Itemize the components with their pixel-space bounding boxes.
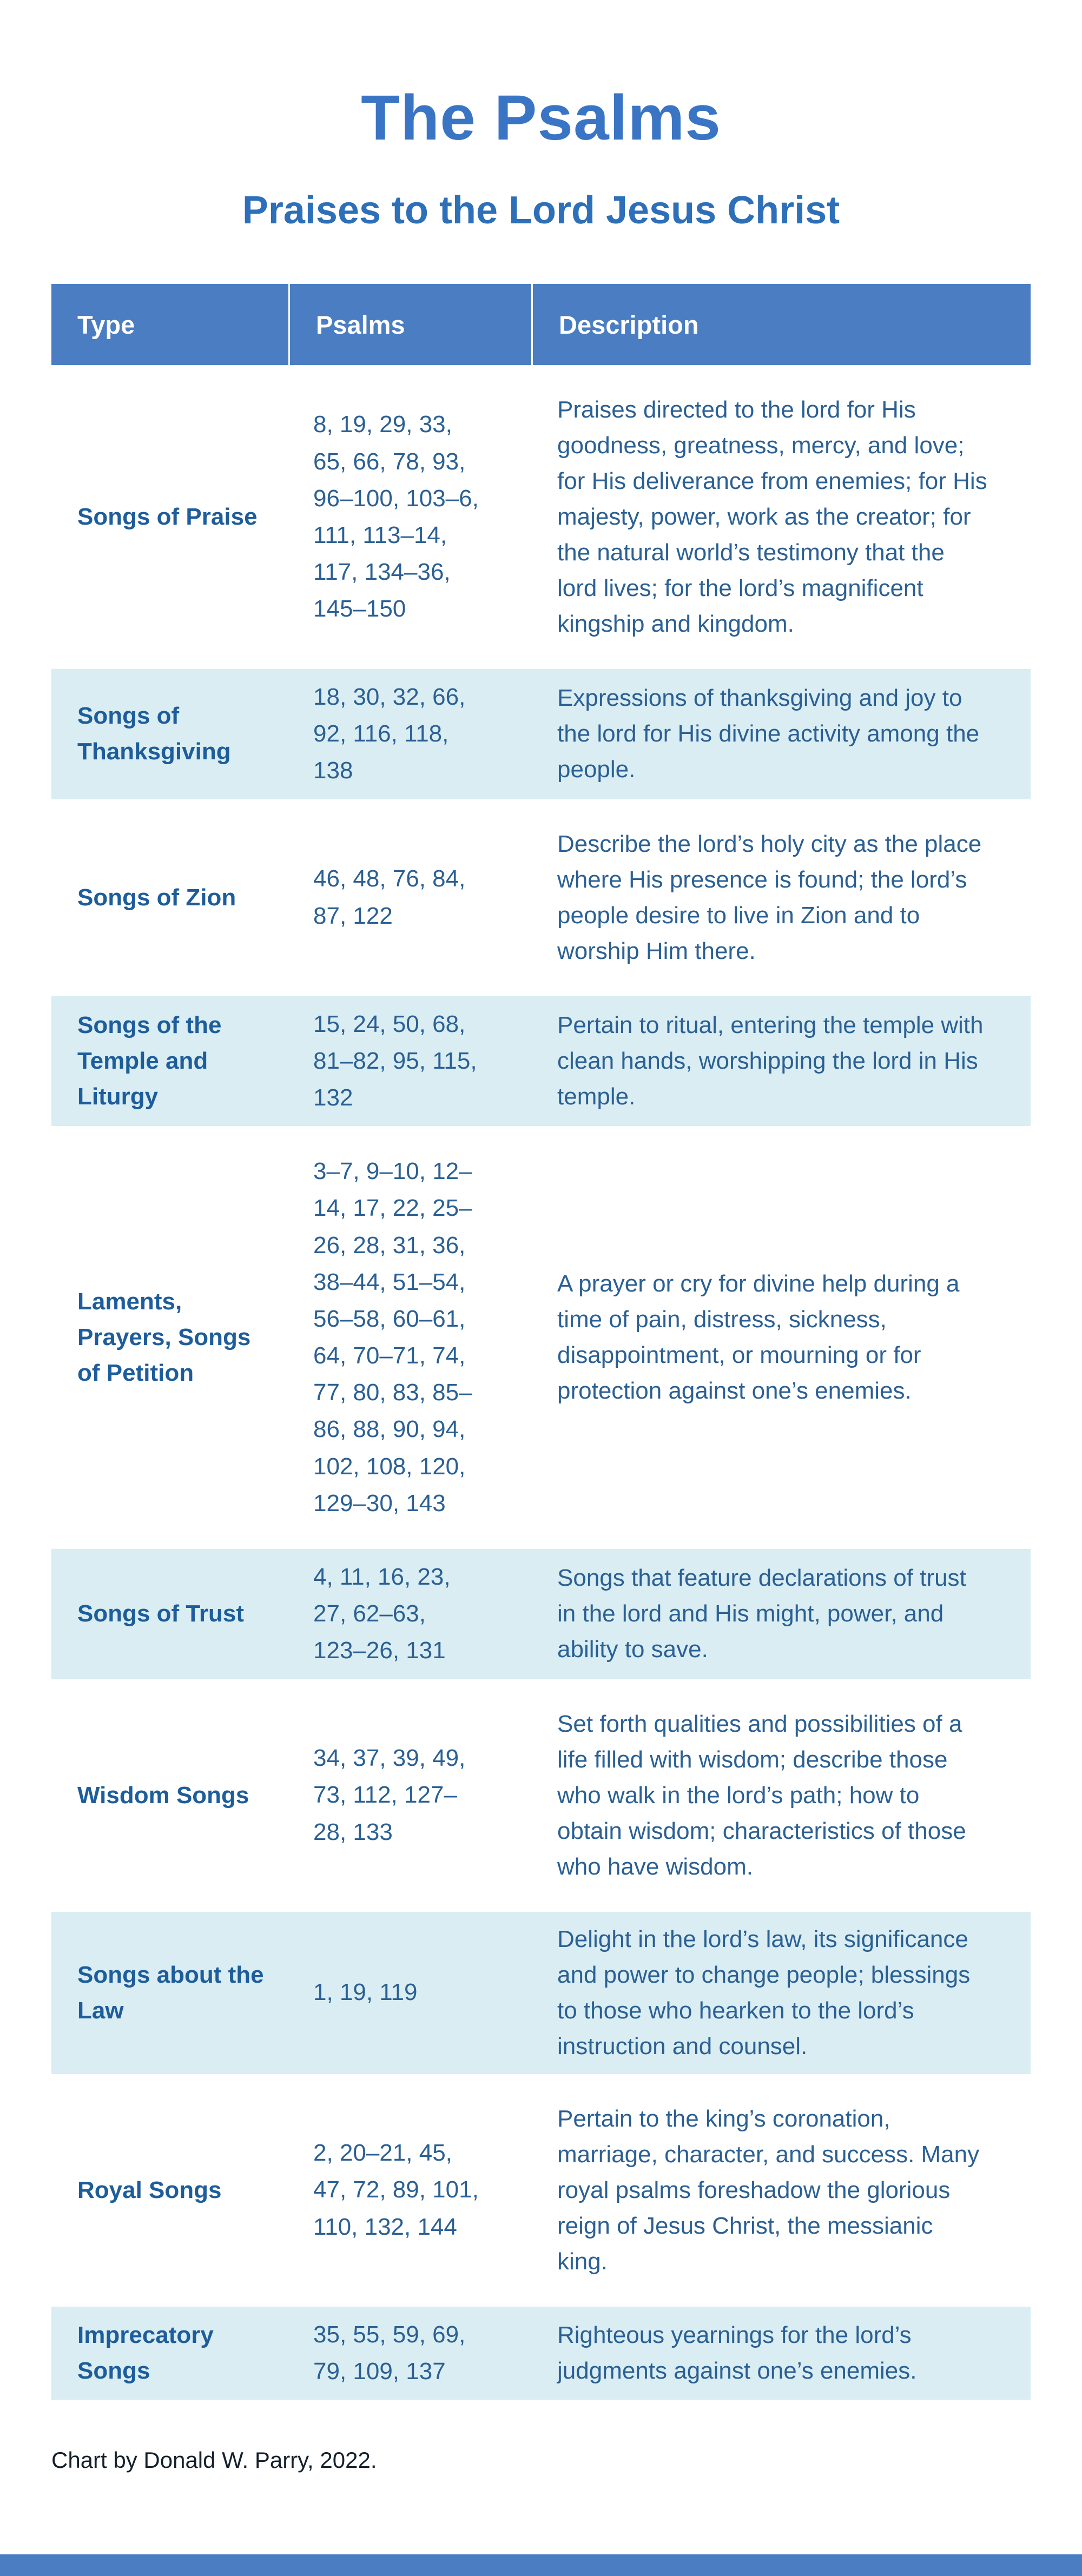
header-psalms: Psalms [288,284,531,365]
type-cell: Wisdom Songs [77,1782,249,1809]
description-cell: Set forth qualities and possibilities of a life filled with wisdom; describe those who walk in the lord’s path; how to obtain wisdom; characteristics of those who have wisdom. [557,1710,966,1880]
description-cell: Describe the lord’s holy city as the place where His presence is found; the lord’s people desire to live in Zion and to worship Him there. [557,830,982,964]
type-cell: Songs of Thanksgiving [77,703,231,765]
page-title: The Psalms [361,82,721,154]
type-cell: Songs of Trust [77,1600,244,1627]
type-cell: Imprecatory Songs [77,2321,214,2384]
description-cell: Pertain to the king’s coronation, marriage, character, and success. Many royal psalms foreshadow the glorious reign of Jesus Christ, the messianic king. [557,2105,980,2275]
credit-line: Chart by Donald W. Parry, 2022. [51,2447,377,2473]
table-row [51,996,1031,1127]
type-cell: Songs of Praise [77,504,258,530]
table-row [51,669,1031,799]
description-cell: Pertain to ritual, entering the temple with clean hands, worshipping the lord in His temple. [557,1011,984,1110]
table-body [51,370,1031,2400]
psalms-cell: 3–7, 9–10, 12–14, 17, 22, 25–26, 28, 31, 36, 38–44, 51–54, 56–58, 60–61, 64, 70–71, 74, 77, 80, 83, 85–86, 88, 90, 94, 102, 108, 120, 129–30, 143 [313,1158,472,1517]
description-cell: Delight in the lord’s law, its significance and power to change people; blessings to those who hearken to the lord’s instruction and counsel. [557,1925,971,2060]
description-cell: Praises directed to the lord for His goodness, greatness, mercy, and love; for His deliverance from enemies; for His majesty, power, work as the creator; for the natural world’s testimony that the lord lives; for the lord’s magnificent kingship and kingdom. [557,396,987,637]
table-row [51,1549,1031,1679]
table-row [51,2080,1031,2301]
table-row [51,1131,1031,1544]
type-cell: Songs of the Temple and Liturgy [77,1011,222,1110]
psalms-cell: 46, 48, 76, 84, 87, 122 [313,865,466,929]
psalms-cell: 8, 19, 29, 33, 65, 66, 78, 93, 96–100, 103–6, 111, 113–14, 117, 134–36, 145–150 [313,411,479,623]
table-row [51,370,1031,664]
table-row [51,805,1031,991]
description-cell: Righteous yearnings for the lord’s judgments against one’s enemies. [557,2321,917,2384]
psalms-cell: 15, 24, 50, 68, 81–82, 95, 115, 132 [313,1010,477,1111]
table-row [51,1685,1031,1906]
header-description: Description [531,284,1031,365]
page-subtitle: Praises to the Lord Jesus Christ [242,189,840,232]
table-header-row [51,284,1031,365]
description-cell: A prayer or cry for divine help during a time of pain, distress, sickness, disappointment, or mourning or for protection against one’s enemies. [557,1270,960,1405]
table-row [51,1912,1031,2074]
header-type: Type [77,310,135,339]
table-row [51,2307,1031,2400]
description-cell: Songs that feature declarations of trust in the lord and His might, power, and ability to save. [557,1565,966,1663]
bottom-accent-bar [0,2554,1082,2576]
psalms-cell: 35, 55, 59, 69, 79, 109, 137 [313,2321,466,2385]
psalms-table [51,284,1031,2405]
type-cell: Songs of Zion [77,884,236,911]
psalms-cell: 18, 30, 32, 66, 92, 116, 118, 138 [313,684,466,784]
psalms-cell: 4, 11, 16, 23, 27, 62–63, 123–26, 131 [313,1564,451,1664]
type-cell: Songs about the Law [77,1961,264,2024]
description-cell: Expressions of thanksgiving and joy to the lord for His divine activity among the people. [557,685,980,783]
psalms-cell: 1, 19, 119 [313,1979,418,2006]
psalms-cell: 2, 20–21, 45, 47, 72, 89, 101, 110, 132, 144 [313,2140,479,2240]
psalms-cell: 34, 37, 39, 49, 73, 112, 127–28, 133 [313,1745,466,1845]
type-cell: Royal Songs [77,2176,222,2203]
type-cell: Laments, Prayers, Songs of Petition [77,1288,251,1387]
